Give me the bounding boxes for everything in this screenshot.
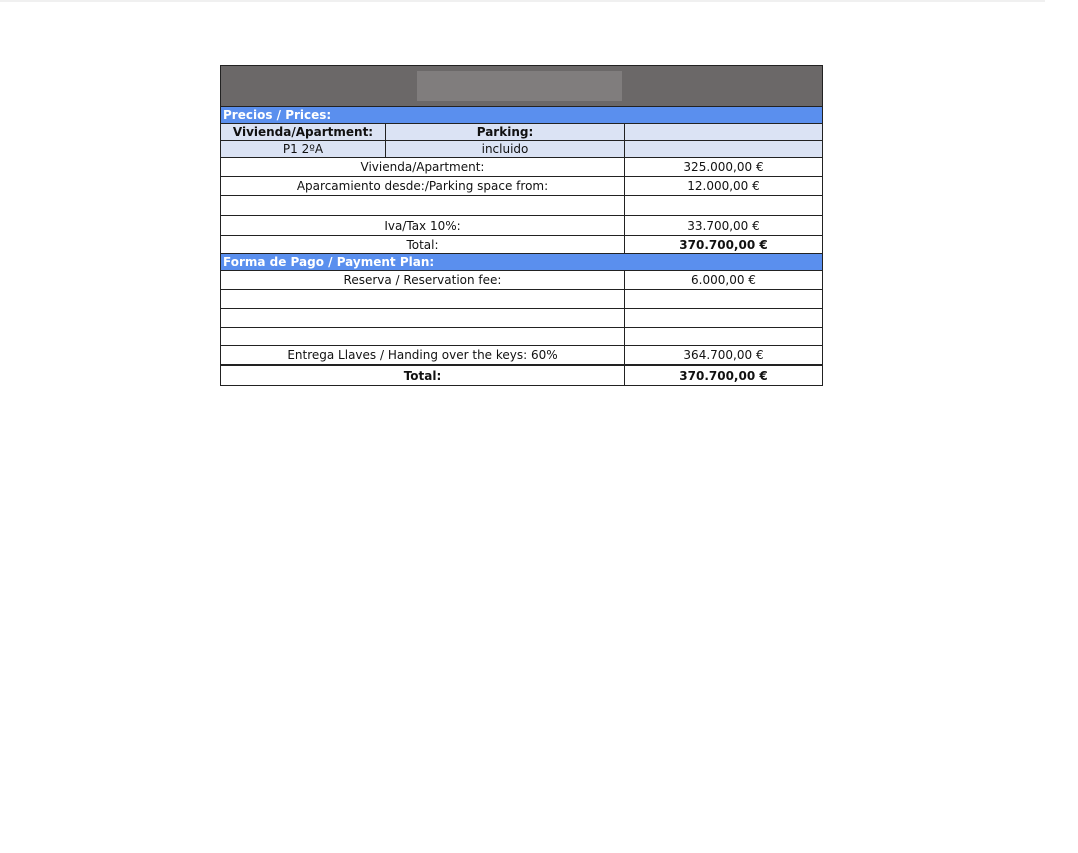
price-line-value: 12.000,00 € <box>687 179 760 193</box>
payment-section-title: Forma de Pago / Payment Plan: <box>221 254 822 271</box>
payment-line-value <box>625 328 822 345</box>
price-line <box>221 177 822 196</box>
parking-header: Parking: <box>386 124 625 140</box>
payment-line-value <box>625 309 822 327</box>
prices-total-row <box>221 236 822 254</box>
payment-line-label <box>221 290 625 308</box>
payment-line <box>221 271 822 290</box>
payment-line-label <box>221 328 625 345</box>
price-line-value: 325.000,00 € <box>683 160 764 174</box>
price-line <box>221 158 822 177</box>
payment-line-label: Entrega Llaves / Handing over the keys: 60% <box>221 346 625 364</box>
apartment-header: Vivienda/Apartment: <box>221 124 386 140</box>
top-rule <box>0 0 1045 2</box>
payment-total-value: 370.700,00 € <box>679 368 768 383</box>
payment-total-row <box>221 366 822 385</box>
payment-line <box>221 290 822 309</box>
payment-line-label: Reserva / Reservation fee: <box>221 271 625 289</box>
sheet-header <box>221 66 822 107</box>
payment-total-label: Total: <box>221 366 625 385</box>
apartment-unit: P1 2ºA <box>221 141 386 157</box>
redacted-title-block <box>417 71 622 101</box>
unit-header-row <box>221 124 822 141</box>
payment-line <box>221 309 822 328</box>
payment-line-label <box>221 309 625 327</box>
unit-header-empty <box>625 124 822 140</box>
price-line-value: 33.700,00 € <box>687 218 760 233</box>
price-line-label: Iva/Tax 10%: <box>221 216 625 235</box>
payment-line-value: 6.000,00 € <box>691 273 756 287</box>
prices-total-label: Total: <box>221 236 625 253</box>
price-line-label: Aparcamiento desde:/Parking space from: <box>221 177 625 195</box>
payment-line <box>221 328 822 346</box>
payment-line-value: 364.700,00 € <box>683 348 764 362</box>
unit-value-row <box>221 141 822 158</box>
price-line <box>221 196 822 216</box>
payment-line <box>221 346 822 366</box>
price-line-value <box>625 196 822 215</box>
unit-value-empty <box>625 141 822 157</box>
price-line <box>221 216 822 236</box>
prices-total-value: 370.700,00 € <box>679 237 768 252</box>
prices-section-title: Precios / Prices: <box>221 107 822 124</box>
parking-value: incluido <box>386 141 625 157</box>
payment-line-value <box>625 290 822 308</box>
price-line-label: Vivienda/Apartment: <box>221 158 625 176</box>
price-sheet <box>220 65 823 386</box>
price-line-label <box>221 196 625 215</box>
